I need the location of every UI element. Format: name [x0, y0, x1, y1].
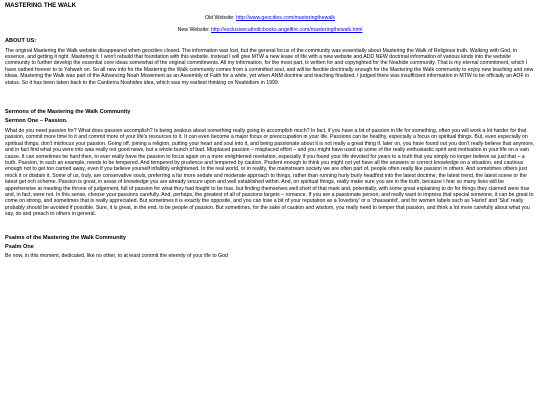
about-text: The original Mastering the Walk website disappeared when geocities closed. The information was lost, but the general focus of the community was essentially about Mastering the Walk of Religious truth. Walking with God, in essence, and getting it right. Mastering it. I won't rebuild that foundation with this website. Instead I will give MTW a new lease of life with a new website and ADD NEW doctrinal information of various kinds into the website community to further develop the essential core ideas somewhat of the original commitments. All my information, for the most part, is written for and copyrighted for the Noahide community. That is my eternal commitment, which I have oathed forever to to Yahweh on. So all new info for the Mastering the Walk community comes from a committed soul, and will be flexible doctrinally enough for the Mastering the Walk community to enjoy new teaching and new ideas. Mastering the Walk was part of the Advancing Noah Movement as an Assembly of Faith for a while, yet when ANM doctrine and teaching finalized, I judged there was insufficient information in MTW to be officially an AOF in status. So it has been taken back to the Canberra Noahides idea, which was my earliest thinking on Noahidism in 1999. — [5, 47, 534, 86]
sermon-title: Sermon One – Passion. — [5, 118, 68, 125]
old-website-line — [5, 15, 535, 21]
new-website-line — [5, 27, 535, 33]
old-website-label: Old Website: — [205, 15, 237, 22]
spacer — [5, 92, 535, 109]
old-website-link[interactable]: http://www.geocities.com/masteringthewalk — [236, 15, 335, 22]
spacer — [5, 224, 535, 235]
new-website-label: New Website: — [177, 26, 211, 33]
psalms-heading: Psalms of the Mastering the Walk Community — [5, 234, 127, 241]
sermon-text: What do you need passion for? What does passion accomplish? Is being zealous about something really going to accomplish much? In fact, if you have a bit of passion in life for something, often you will work a lot harder for that passion, commit more time to it and commit more of your life's resources to it. It can even become a major focus or preoccupation in your life. Passions can be healthy, especially a focus on spiritual things. But, even especially on spiritual things, don't misfocus your passion. Going off, joining a religion, putting your heart and soul into it, and being passionate about it is not really a great thing if, later on, you have found out you don't really believe that anymore, and in fact find what you were into was really not good news, but a whole bunch of bad. Misplaced passion – misplaced effort – and you might have used up some of the really enthusiastic spirit and motivation in your life on a vain cause. It can sometimes be hard then, to ever really have the passion to focus again on a more enlightened revelation, especially if you found your life devoted for years to a truth that you simply no longer believe as just that – a truth. Passion, in such an example, needs to be tempered. And tempered by prudence and tempered by caution. Prudent enough to think you might not yet have all the answers or correct knowledge on a situation, and cautious enough not to get too carried away, even if you believe yourself infallibly enlightened. In the real world, or in reality, the mainstream society we are often part of, people often really like passion in others. And sometimes others just mock it or disdain it. Some of us, truly, are conservative souls, preferring a far more sedate and moderate approach to things, rather than running hurly burly headfirst into the latest doctrine, the latest trend, the latest scene or the latest get rich scheme. Passion is great, in areas of knowledge you are already secure upon and well established within. And, on spiritual things, really make sure you are in the truth, because I fear so many lives will be apprehensive at meeting the throne of judgement, full of passion for what they had fought to be true, but finding themselves well short of that mark and, potentially, with some great explaining to do for things they claimed were true and, in fact, were not. In this sense, choose your passions carefully. And, perhaps, the greatest of all of passions targets – romance. If you are a passionate person, and really want to impress that special someone, it can be great to come on strong, and sometimes that is really appreciated. But sometimes it is exactly the opposite, and you can lose a bit of your reputation as a 'loverboy' or a 'chauvanist', and for women labels such as 'Harlot' and 'Slut' really probably should be avoided if possible. Sure, it is great, in the end, to be people of passion. But sometimes, for the sake of caution and wisdom, you really need to temper that passion, and think a lot more carefully about what you say, do and preach to others in general. — [5, 127, 535, 218]
new-website-link[interactable]: http://exclusivecatholicbooks.angelfire.com/masteringthewalk.html — [210, 26, 363, 33]
psalm-text: Be now, in this moment, dedicated, like no other, to at least commit the eternity of your life to God — [5, 253, 228, 260]
about-heading: ABOUT US: — [5, 38, 37, 45]
sermons-heading: Sermons of the Mastering the Walk Community — [5, 109, 131, 116]
psalm-title: Psalm One — [5, 243, 34, 250]
page-title: MASTERING THE WALK — [5, 2, 77, 9]
